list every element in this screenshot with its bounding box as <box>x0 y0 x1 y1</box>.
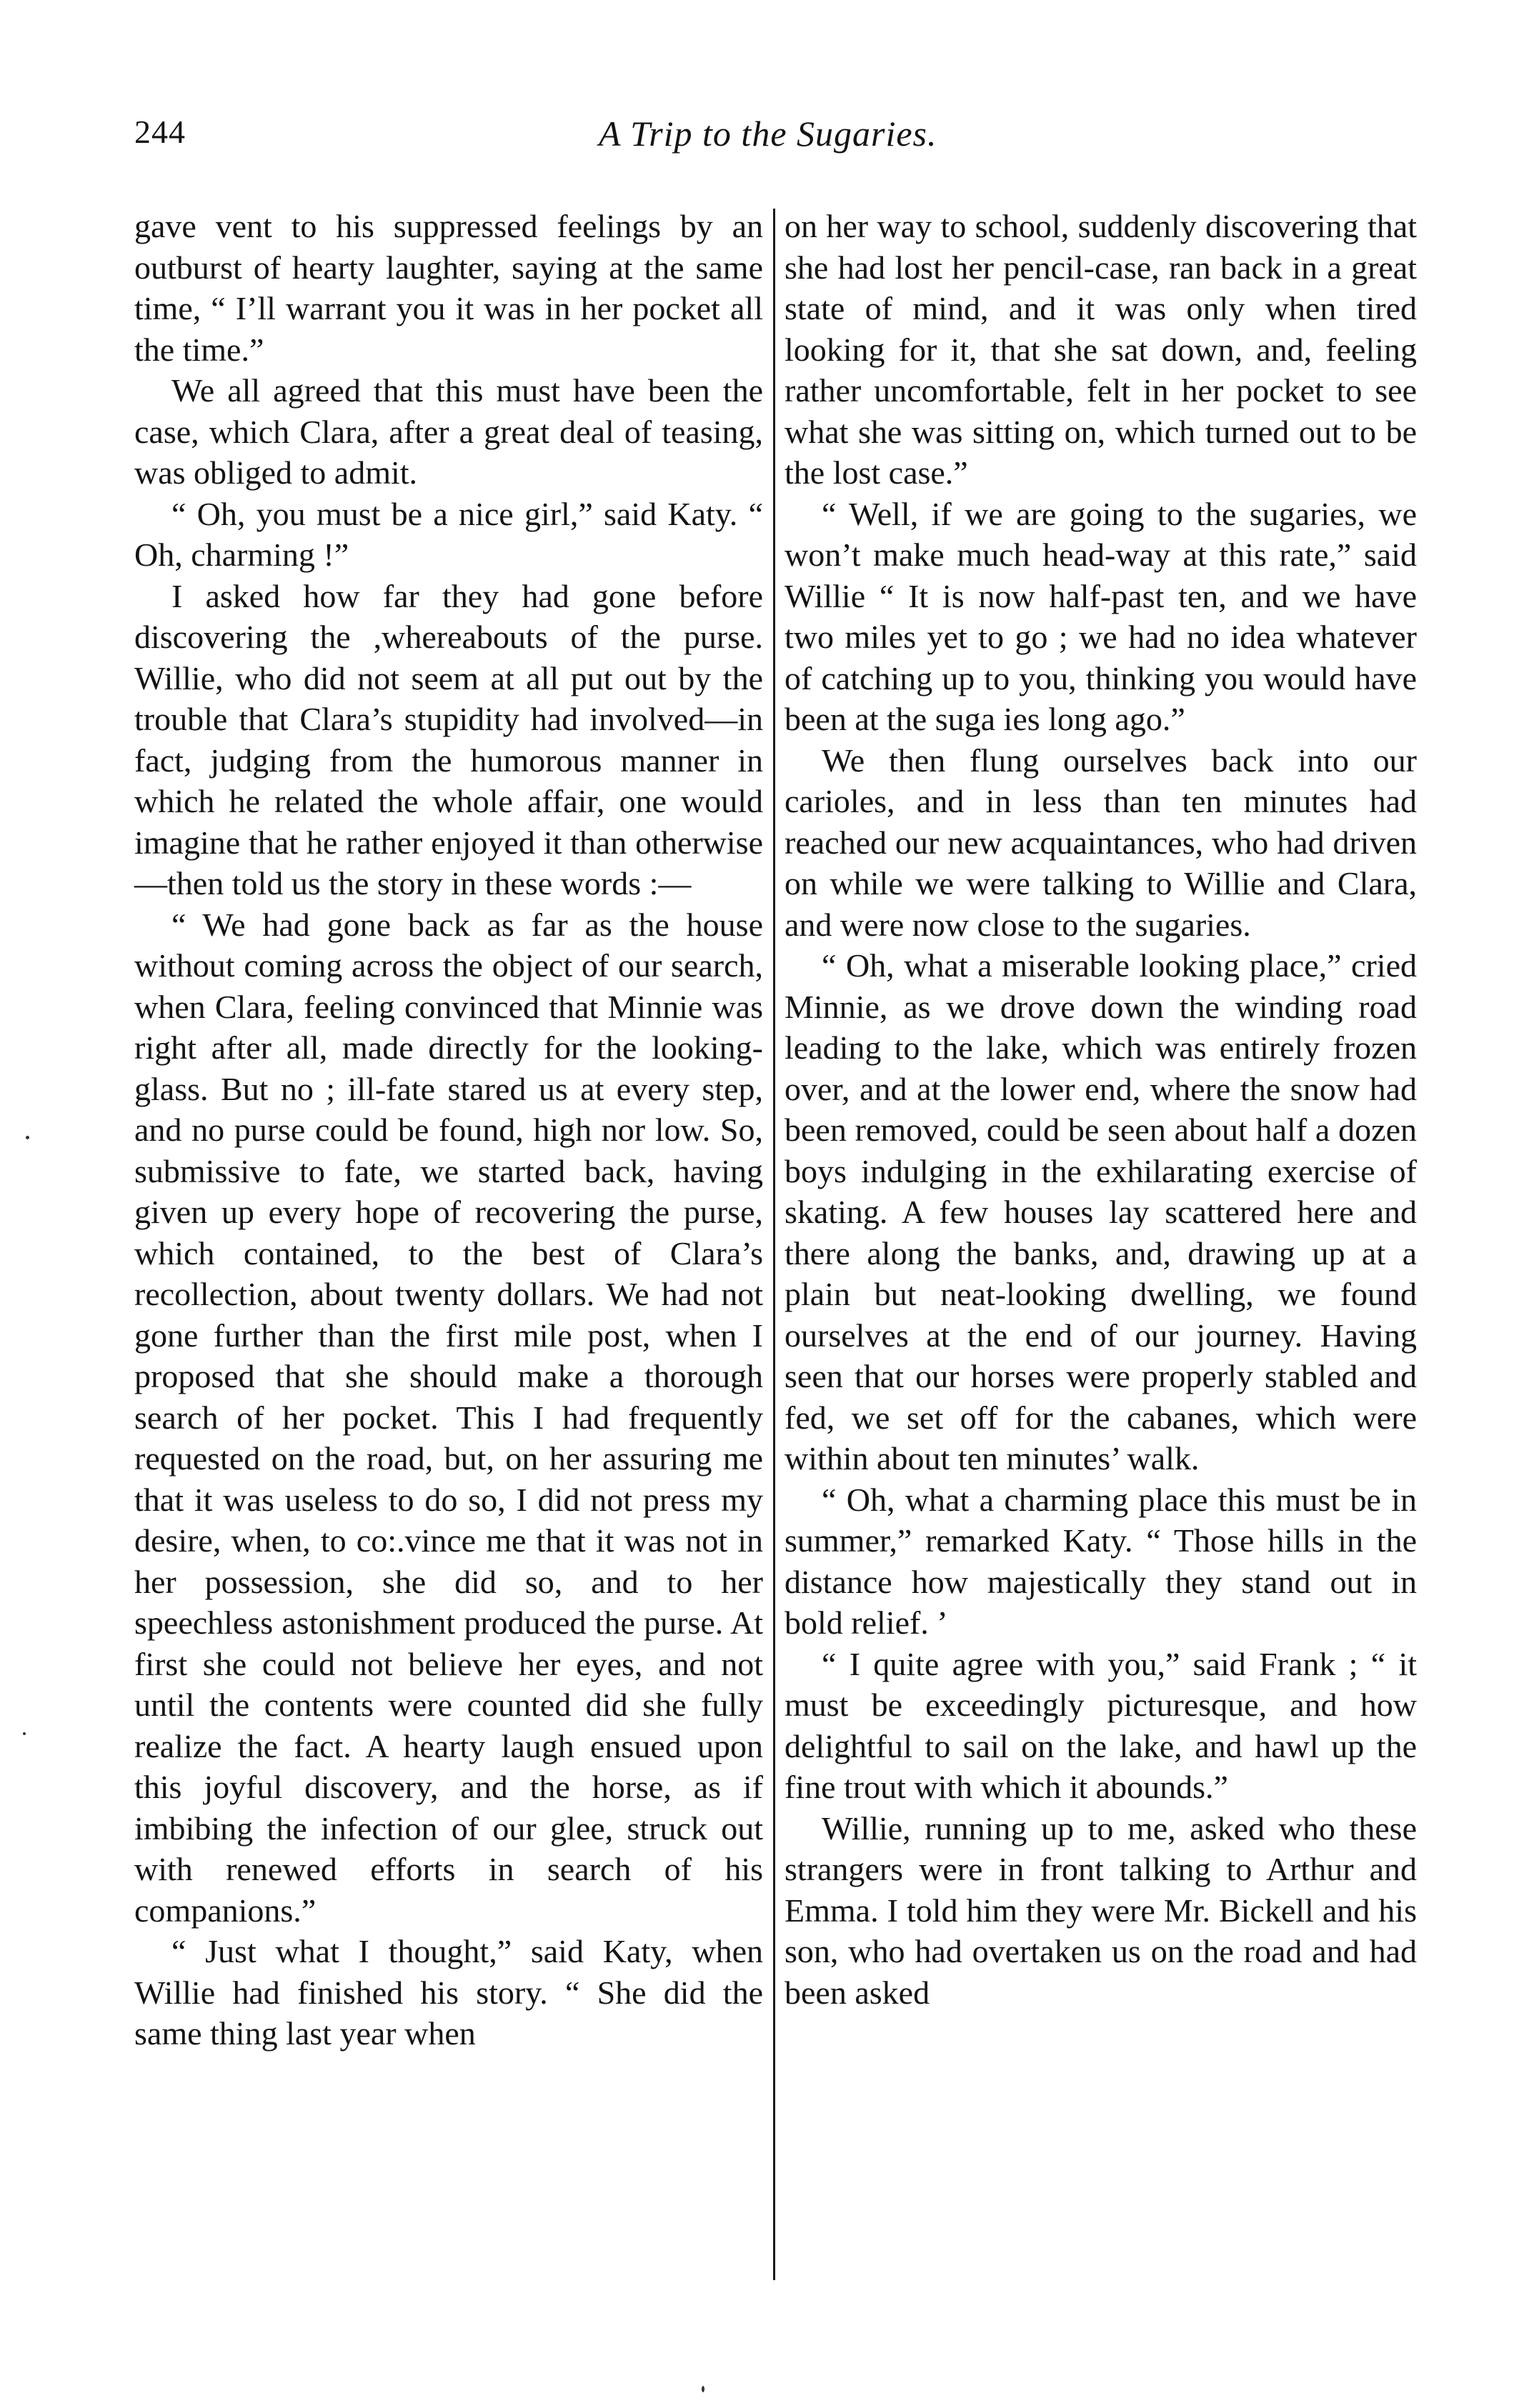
print-speck <box>23 1732 26 1735</box>
paragraph: Willie, running up to me, asked who these strangers were in front talking to Arthur and Emma. I told him they were Mr. Bickell and his son, who had overtaken us on the road and had been asked <box>785 1809 1417 2011</box>
running-title: A Trip to the Sugaries. <box>599 114 937 154</box>
paragraph: “ Oh, what a charming place this must be in summer,” remarked Katy. “ Those hills in the distance how majestically they stand out in bold relief. ’ <box>785 1481 1417 1641</box>
print-speck <box>702 2386 704 2392</box>
left-column <box>134 206 763 2054</box>
paragraph: gave vent to his suppressed feelings by an outburst of hearty laughter, saying at the same time, “ I’ll warrant you it was in her pocket all the time.” <box>134 208 763 368</box>
column-divider <box>773 209 775 2280</box>
paragraph: “ We had gone back as far as the house without coming across the object of our search, when Clara, feeling convinced that Minnie was right after all, made directly for the looking-glass. But no ; ill-fate stared us at every step, and no purse could be found, high nor low. So, submissive to fate, we started back, having given up every hope of recovering the purse, which contained, to the best of Clara’s recollection, about twenty dollars. We had not gone further than the first mile post, when I proposed that she should make a thorough search of her pocket. This I had frequently requested on the road, but, on her assuring me that it was useless to do so, I did not press my desire, when, to co:.vince me that it was not in her possession, she did so, and to her speechless astonishment produced the purse. At first she could not believe her eyes, and not until the contents were counted did she fully realize the fact. A hearty laugh ensued upon this joyful discovery, and the horse, as if imbibing the infection of our glee, struck out with renewed efforts in search of his companions.” <box>134 906 763 1929</box>
paragraph: “ Oh, you must be a nice girl,” said Katy. “ Oh, charming !” <box>134 495 763 573</box>
paragraph: I asked how far they had gone before discovering the ,whereabouts of the purse. Willie, who did not seem at all put out by the trouble that Clara’s stupidity had involved—in fact, judging from the humorous manner in which he related the whole affair, one would imagine that he rather enjoyed it than otherwise—then told us the story in these words :— <box>134 577 763 901</box>
paragraph: We then flung ourselves back into our carioles, and in less than ten minutes had reached our new acquaintances, who had driven on while we were talking to Willie and Clara, and were now close to the sugaries. <box>785 741 1417 943</box>
right-column <box>785 206 1417 2013</box>
paragraph: “ I quite agree with you,” said Frank ; “ it must be exceedingly picturesque, and how delightful to sail on the lake, and hawl up the fine trout with which it abounds.” <box>785 1645 1417 1805</box>
running-head <box>134 113 1420 163</box>
print-speck <box>26 1136 29 1139</box>
paragraph: “ Just what I thought,” said Katy, when Willie had finished his story. “ She did the same thing last year when <box>134 1933 763 2052</box>
paragraph: We all agreed that this must have been the case, which Clara, after a great deal of teasing, was obliged to admit. <box>134 372 763 491</box>
paragraph: “ Well, if we are going to the sugaries, we won’t make much head-way at this rate,” said Willie “ It is now half-past ten, and we have two miles yet to go ; we had no idea whatever of catching up to you, thinking you would have been at the suga ies long ago.” <box>785 495 1417 737</box>
page-number: 244 <box>134 114 186 150</box>
paragraph: “ Oh, what a miserable looking place,” cried Minnie, as we drove down the winding road leading to the lake, which was entirely frozen over, and at the lower end, where the snow had been removed, could be seen about half a dozen boys indulging in the exhilarating exercise of skating. A few houses lay scattered here and there along the banks, and, drawing up at a plain but neat-looking dwelling, we found ourselves at the end of our journey. Having seen that our horses were properly stabled and fed, we set off for the cabanes, which were within about ten minutes’ walk. <box>785 947 1417 1477</box>
paragraph: on her way to school, suddenly discovering that she had lost her pencil-case, ran back in a great state of mind, and it was only when tired looking for it, that she sat down, and, feeling rather uncomfortable, felt in her pocket to see what she was sitting on, which turned out to be the lost case.” <box>785 208 1417 491</box>
